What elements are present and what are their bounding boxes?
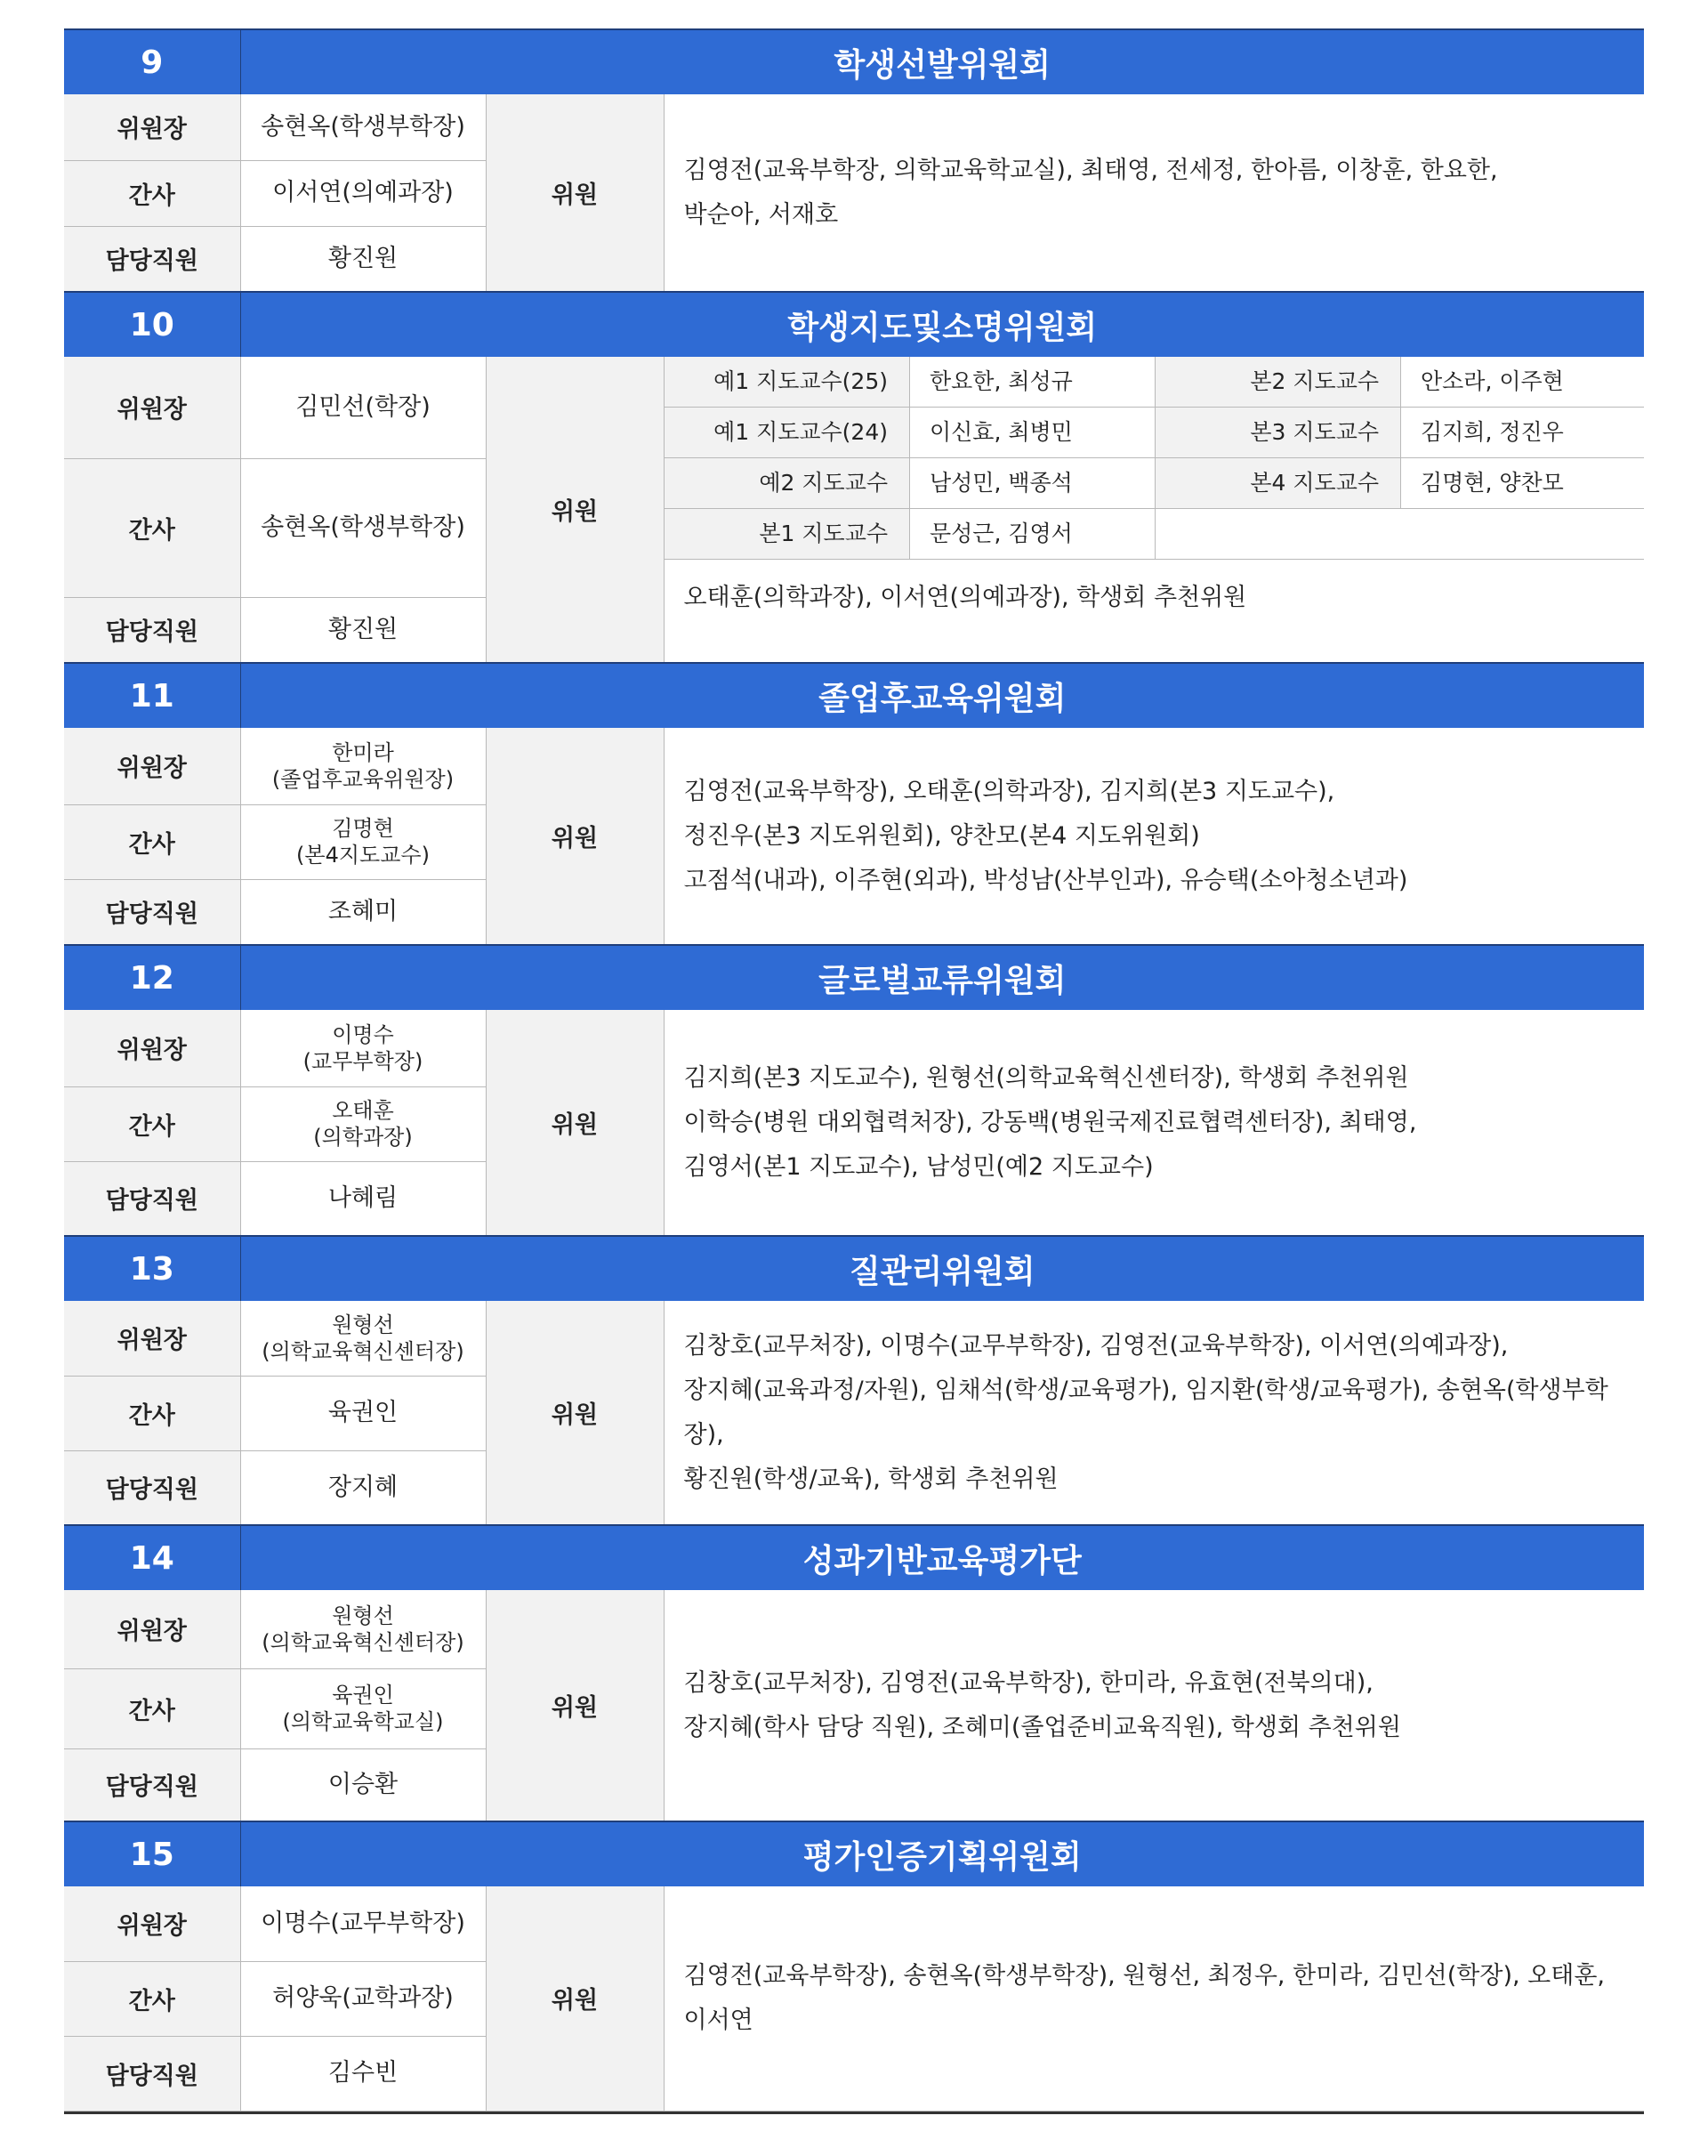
advisor-names: 한요한, 최성규 <box>910 357 1156 408</box>
role-label: 간사 <box>64 1961 240 2036</box>
role-value <box>240 1886 486 1961</box>
text-line: (교무부학장) <box>302 1048 423 1074</box>
members-text <box>665 560 1645 620</box>
chair-row <box>64 1590 1644 1668</box>
members-label: 위원 <box>486 357 664 663</box>
committee-title: 글로벌교류위원회 <box>240 945 1644 1010</box>
chair-row <box>64 728 1644 804</box>
chair-row <box>64 357 1644 458</box>
role-label: 간사 <box>64 804 240 879</box>
role-value <box>240 1590 486 1668</box>
text-line: 고점석(내과), 이주현(외과), 박성남(산부인과), 유승택(소아청소년과) <box>683 866 1408 894</box>
text-line: (졸업후교육위원장) <box>271 766 455 792</box>
members-label: 위원 <box>486 1590 664 1821</box>
advisor-row <box>665 509 1645 560</box>
text-line: 김명현 <box>332 816 394 841</box>
advisor-names: 문성근, 김영서 <box>910 509 1156 560</box>
role-label: 담당직원 <box>64 1450 240 1525</box>
role-value <box>240 728 486 804</box>
members-cell <box>664 1886 1644 2111</box>
text-line: 박순아, 서재호 <box>683 200 839 229</box>
chair-row <box>64 1886 1644 1961</box>
committee-number: 10 <box>64 292 240 357</box>
text-line: 육권인 <box>332 1683 394 1708</box>
chair-row <box>64 1010 1644 1086</box>
text-line: 이명수(교무부학장) <box>261 1909 465 1937</box>
advisor-grade: 본3 지도교수 <box>1156 408 1401 458</box>
role-value <box>240 1301 486 1376</box>
text-line: 김민선(학장) <box>295 392 431 421</box>
role-value <box>240 94 486 160</box>
advisor-grade: 예1 지도교수(24) <box>665 408 910 458</box>
text-line: 김영서(본1 지도교수), 남성민(예2 지도교수) <box>683 1152 1154 1181</box>
committee-document <box>64 28 1644 2114</box>
role-value <box>240 160 486 226</box>
role-label: 담당직원 <box>64 597 240 663</box>
text-line: 김창호(교무처장), 이명수(교무부학장), 김영전(교육부학장), 이서연(의예과장), <box>683 1331 1509 1360</box>
members-label: 위원 <box>486 94 664 292</box>
text-line: 원형선 <box>332 1312 394 1337</box>
text-line: 원형선 <box>332 1603 394 1628</box>
advisor-table <box>665 357 1645 560</box>
role-label: 위원장 <box>64 1590 240 1668</box>
role-label: 간사 <box>64 1376 240 1450</box>
role-value: 황진원 <box>240 226 486 292</box>
role-label: 담당직원 <box>64 1748 240 1821</box>
committee-number: 9 <box>64 29 240 94</box>
role-value <box>240 804 486 879</box>
members-label: 위원 <box>486 1886 664 2111</box>
committee-number: 14 <box>64 1525 240 1590</box>
committee-title: 성과기반교육평가단 <box>240 1525 1644 1590</box>
advisor-names: 이신효, 최병민 <box>910 408 1156 458</box>
role-value <box>240 1668 486 1748</box>
role-label: 담당직원 <box>64 1161 240 1236</box>
committee-header <box>64 29 1644 94</box>
committee-header <box>64 1821 1644 1886</box>
members-cell <box>664 94 1644 292</box>
text-line: 김지희(본3 지도교수), 원형선(의학교육혁신센터장), 학생회 추천위원 <box>683 1063 1409 1092</box>
text-line: (본4지도교수) <box>296 843 430 868</box>
role-value: 나혜림 <box>240 1161 486 1236</box>
members-cell <box>664 1590 1644 1821</box>
members-label: 위원 <box>486 1301 664 1525</box>
role-value: 장지혜 <box>240 1450 486 1525</box>
advisor-names: 남성민, 백종석 <box>910 458 1156 509</box>
role-value: 황진원 <box>240 597 486 663</box>
text-line: 김영전(교육부학장), 오태훈(의학과장), 김지희(본3 지도교수), <box>683 777 1335 805</box>
advisor-row <box>665 357 1645 408</box>
advisor-row <box>665 408 1645 458</box>
text-line: 이명수 <box>332 1021 394 1047</box>
advisor-grade: 본1 지도교수 <box>665 509 910 560</box>
text-line: 장지혜(교육과정/자원), 임채석(학생/교육평가), 임지환(학생/교육평가), 송현옥(학생부학장), <box>683 1376 1608 1449</box>
role-label: 위원장 <box>64 1010 240 1086</box>
members-label: 위원 <box>486 728 664 945</box>
advisor-names: 안소라, 이주현 <box>1401 357 1645 408</box>
committee-title: 학생지도및소명위원회 <box>240 292 1644 357</box>
role-label: 간사 <box>64 458 240 597</box>
advisor-row <box>665 458 1645 509</box>
text-line: 송현옥(학생부학장) <box>261 513 465 542</box>
role-label: 위원장 <box>64 357 240 458</box>
role-value <box>240 1376 486 1450</box>
role-label: 위원장 <box>64 1301 240 1376</box>
role-label: 간사 <box>64 1086 240 1161</box>
role-label: 위원장 <box>64 728 240 804</box>
committee-header <box>64 663 1644 728</box>
chair-row <box>64 1301 1644 1376</box>
role-label: 담당직원 <box>64 879 240 945</box>
committee-table <box>64 28 1644 2112</box>
advisor-grade: 예1 지도교수(25) <box>665 357 910 408</box>
table-bottom-border <box>64 2112 1644 2114</box>
text-line: 황진원(학생/교육), 학생회 추천위원 <box>683 1465 1059 1493</box>
text-line: 한미라 <box>332 739 394 765</box>
text-line: 김영전(교육부학장), 송현옥(학생부학장), 원형선, 최정우, 한미라, 김민선(학장), 오태훈, 이서연 <box>683 1961 1605 2034</box>
text-line: (의학교육혁신센터장) <box>262 1629 464 1655</box>
text-line: 김창호(교무처장), 김영전(교육부학장), 한미라, 유효현(전북의대), <box>683 1668 1374 1697</box>
role-label: 위원장 <box>64 1886 240 1961</box>
role-value <box>240 458 486 597</box>
committee-title: 졸업후교육위원회 <box>240 663 1644 728</box>
advisor-empty <box>1156 509 1645 560</box>
chair-row <box>64 94 1644 160</box>
text-line: 장지혜(학사 담당 직원), 조혜미(졸업준비교육직원), 학생회 추천위원 <box>683 1713 1401 1741</box>
role-value: 이승환 <box>240 1748 486 1821</box>
members-label: 위원 <box>486 1010 664 1236</box>
committee-number: 11 <box>64 663 240 728</box>
role-label: 간사 <box>64 160 240 226</box>
members-cell <box>664 1301 1644 1525</box>
text-line: (의학교육학교실) <box>282 1709 444 1734</box>
text-line: 송현옥(학생부학장) <box>261 112 465 141</box>
advisor-names: 김명현, 양찬모 <box>1401 458 1645 509</box>
committee-number: 13 <box>64 1236 240 1301</box>
role-label: 위원장 <box>64 94 240 160</box>
text-line: (의학과장) <box>313 1125 413 1150</box>
text-line: 정진우(본3 지도위원회), 양찬모(본4 지도위원회) <box>683 821 1200 850</box>
role-label: 간사 <box>64 1668 240 1748</box>
committee-title: 질관리위원회 <box>240 1236 1644 1301</box>
text-line: 육권인 <box>327 1399 399 1427</box>
text-line: 오태훈(의학과장), 이서연(의예과장), 학생회 추천위원 <box>683 584 1247 611</box>
committee-title: 평가인증기획위원회 <box>240 1821 1644 1886</box>
advisor-names: 김지희, 정진우 <box>1401 408 1645 458</box>
role-label: 담당직원 <box>64 226 240 292</box>
committee-number: 15 <box>64 1821 240 1886</box>
text-line: 이서연(의예과장) <box>272 179 454 207</box>
members-cell <box>664 1010 1644 1236</box>
committee-number: 12 <box>64 945 240 1010</box>
members-cell <box>664 357 1644 663</box>
text-line: 허양욱(교학과장) <box>272 1984 454 2013</box>
committee-title: 학생선발위원회 <box>240 29 1644 94</box>
text-line: (의학교육혁신센터장) <box>262 1338 464 1364</box>
advisor-grade: 예2 지도교수 <box>665 458 910 509</box>
committee-header <box>64 945 1644 1010</box>
role-value: 김수빈 <box>240 2036 486 2111</box>
members-cell <box>664 728 1644 945</box>
advisor-grade: 본4 지도교수 <box>1156 458 1401 509</box>
text-line: 오태훈 <box>332 1098 394 1123</box>
text-line: 김영전(교육부학장, 의학교육학교실), 최태영, 전세정, 한아름, 이창훈, 한요한, <box>683 156 1498 184</box>
committee-header <box>64 1525 1644 1590</box>
role-value <box>240 357 486 458</box>
advisor-grade: 본2 지도교수 <box>1156 357 1401 408</box>
role-value <box>240 1010 486 1086</box>
role-value <box>240 1086 486 1161</box>
role-label: 담당직원 <box>64 2036 240 2111</box>
committee-header <box>64 1236 1644 1301</box>
committee-header <box>64 292 1644 357</box>
role-value <box>240 1961 486 2036</box>
text-line: 이학승(병원 대외협력처장), 강동백(병원국제진료협력센터장), 최태영, <box>683 1108 1417 1136</box>
role-value: 조혜미 <box>240 879 486 945</box>
